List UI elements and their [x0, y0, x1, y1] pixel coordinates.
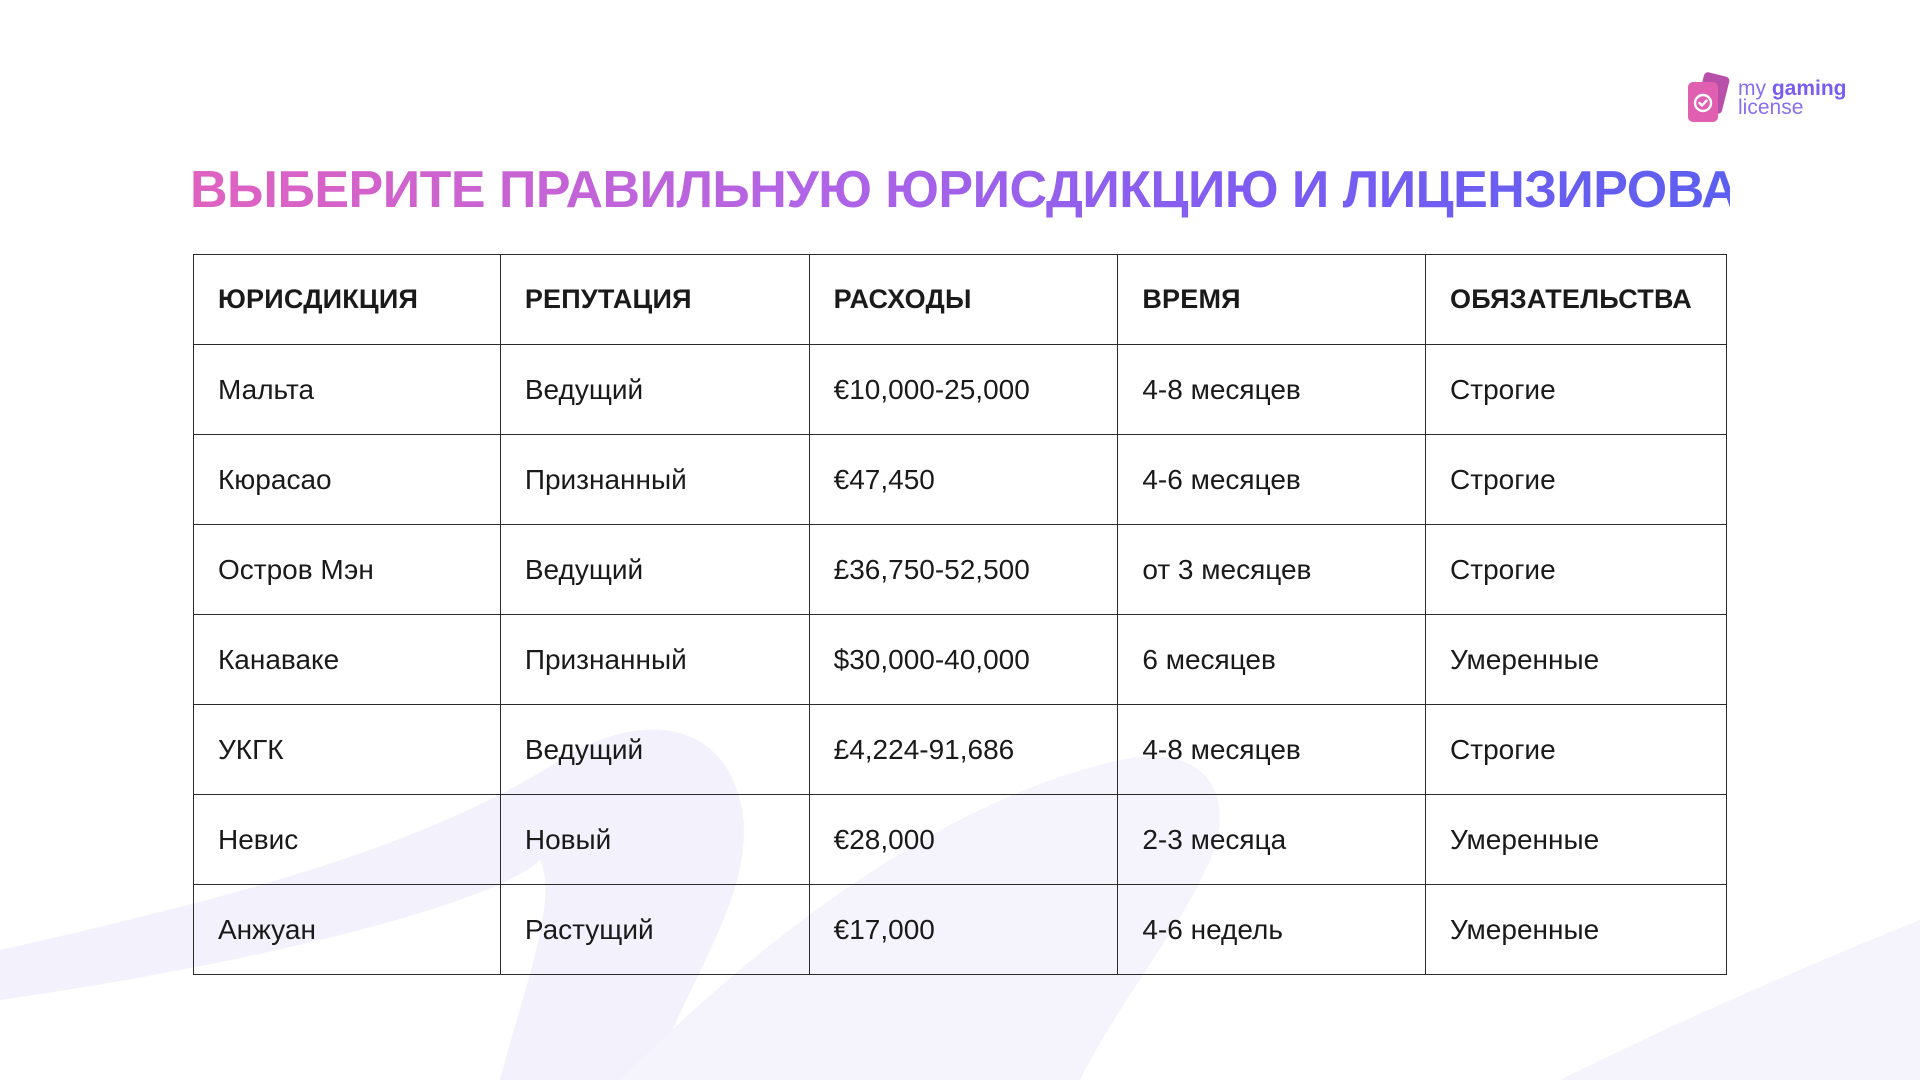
cell-time: 2-3 месяца [1118, 795, 1426, 885]
cell-costs: €47,450 [809, 435, 1118, 525]
table-row [194, 885, 1727, 975]
cell-jurisdiction: Анжуан [194, 885, 501, 975]
cell-obligations: Строгие [1426, 525, 1727, 615]
table-row [194, 795, 1727, 885]
cell-time: 4-8 месяцев [1118, 705, 1426, 795]
cell-obligations: Умеренные [1426, 885, 1727, 975]
cell-obligations: Умеренные [1426, 795, 1727, 885]
cell-jurisdiction: Невис [194, 795, 501, 885]
cell-reputation: Признанный [500, 435, 809, 525]
cell-jurisdiction: УКГК [194, 705, 501, 795]
header-obligations: ОБЯЗАТЕЛЬСТВА [1426, 255, 1727, 345]
header-reputation: РЕПУТАЦИЯ [500, 255, 809, 345]
table-header-row [194, 255, 1727, 345]
cell-obligations: Умеренные [1426, 615, 1727, 705]
cell-costs: €10,000-25,000 [809, 345, 1118, 435]
cell-costs: €17,000 [809, 885, 1118, 975]
cell-time: 6 месяцев [1118, 615, 1426, 705]
table-row [194, 525, 1727, 615]
logo-line-1: my gaming [1738, 77, 1847, 100]
table-row [194, 705, 1727, 795]
cell-jurisdiction: Остров Мэн [194, 525, 501, 615]
cell-reputation: Ведущий [500, 345, 809, 435]
page-title: ВЫБЕРИТЕ ПРАВИЛЬНУЮ ЮРИСДИКЦИЮ И ЛИЦЕНЗИРОВАНИЕ [190, 161, 1847, 219]
cell-jurisdiction: Кюрасао [194, 435, 501, 525]
cell-time: 4-8 месяцев [1118, 345, 1426, 435]
cell-reputation: Растущий [500, 885, 809, 975]
cell-reputation: Ведущий [500, 525, 809, 615]
cell-time: 4-6 недель [1118, 885, 1426, 975]
header-time: ВРЕМЯ [1118, 255, 1426, 345]
table-row [194, 615, 1727, 705]
header-jurisdiction: ЮРИСДИКЦИЯ [194, 255, 501, 345]
logo [1686, 72, 1847, 124]
cell-time: 4-6 месяцев [1118, 435, 1426, 525]
cell-obligations: Строгие [1426, 345, 1727, 435]
cell-obligations: Строгие [1426, 705, 1727, 795]
logo-wordmark [1738, 79, 1847, 117]
cell-costs: $30,000-40,000 [809, 615, 1118, 705]
cell-reputation: Признанный [500, 615, 809, 705]
table-row [194, 435, 1727, 525]
cell-obligations: Строгие [1426, 435, 1727, 525]
cell-costs: £4,224-91,686 [809, 705, 1118, 795]
cell-reputation: Ведущий [500, 705, 809, 795]
table-row [194, 345, 1727, 435]
logo-line-2: license [1738, 96, 1804, 119]
cell-time: от 3 месяцев [1118, 525, 1426, 615]
header-costs: РАСХОДЫ [809, 255, 1118, 345]
cell-jurisdiction: Мальта [194, 345, 501, 435]
cell-costs: £36,750-52,500 [809, 525, 1118, 615]
cell-jurisdiction: Канаваке [194, 615, 501, 705]
cell-costs: €28,000 [809, 795, 1118, 885]
jurisdiction-table [193, 254, 1727, 975]
license-card-icon [1686, 72, 1730, 124]
cell-reputation: Новый [500, 795, 809, 885]
